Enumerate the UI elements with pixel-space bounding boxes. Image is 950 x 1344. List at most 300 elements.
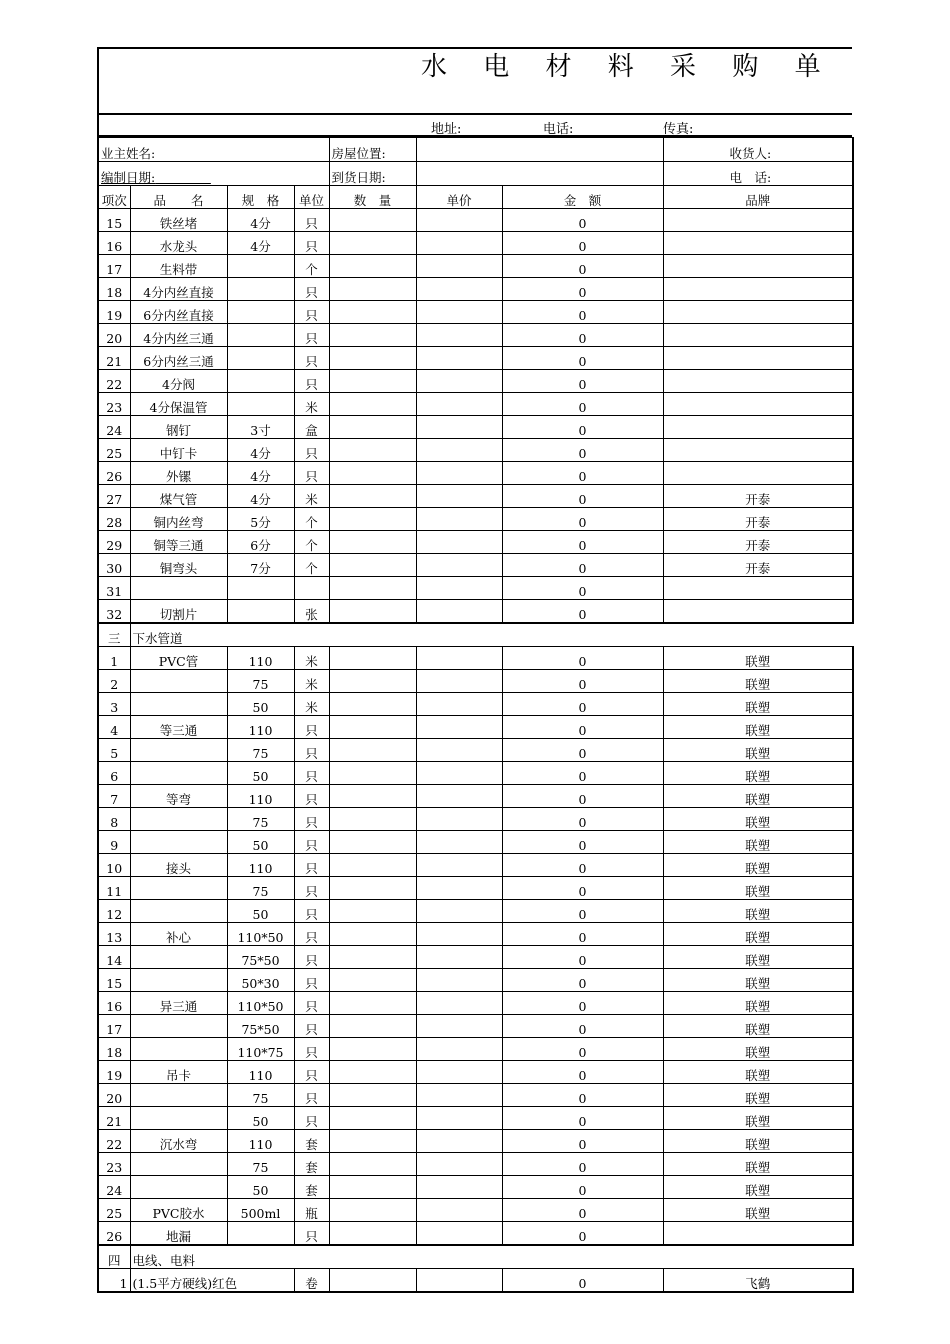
row-spec [227, 255, 294, 278]
row-no: 21 [98, 1107, 130, 1130]
row-price[interactable] [416, 508, 502, 531]
row-price[interactable] [416, 1038, 502, 1061]
row-qty[interactable] [329, 347, 416, 370]
row-name [130, 1107, 227, 1130]
row-name: (1.5平方硬线)红色 [130, 1269, 294, 1293]
row-brand: 联塑 [663, 693, 853, 716]
row-name [130, 1176, 227, 1199]
table-row [98, 1222, 853, 1246]
row-qty[interactable] [329, 531, 416, 554]
row-name: 6分内丝直接 [130, 301, 227, 324]
row-qty[interactable] [329, 600, 416, 624]
row-brand [663, 439, 853, 462]
row-spec: 4分 [227, 485, 294, 508]
row-price[interactable] [416, 577, 502, 600]
row-name: 煤气管 [130, 485, 227, 508]
row-unit: 套 [294, 1176, 329, 1199]
row-no: 20 [98, 1084, 130, 1107]
row-brand: 联塑 [663, 785, 853, 808]
row-no: 19 [98, 1061, 130, 1084]
row-qty[interactable] [329, 462, 416, 485]
row-no: 22 [98, 370, 130, 393]
row-unit: 只 [294, 209, 329, 232]
row-price[interactable] [416, 831, 502, 854]
row-brand [663, 278, 853, 301]
row-spec: 75 [227, 739, 294, 762]
row-brand [663, 393, 853, 416]
row-price[interactable] [416, 1199, 502, 1222]
row-no: 28 [98, 508, 130, 531]
info-row-2 [98, 162, 853, 186]
table-row [98, 739, 853, 762]
row-qty[interactable] [329, 232, 416, 255]
row-unit: 米 [294, 693, 329, 716]
row-qty[interactable] [329, 508, 416, 531]
row-no: 27 [98, 485, 130, 508]
address-label: 地址: [431, 122, 462, 137]
row-name [130, 577, 227, 600]
row-spec: 50 [227, 1107, 294, 1130]
row-unit: 只 [294, 739, 329, 762]
location-value[interactable] [416, 138, 663, 162]
row-spec [227, 301, 294, 324]
row-amount: 0 [502, 946, 663, 969]
row-name [130, 900, 227, 923]
row-price[interactable] [416, 554, 502, 577]
row-spec: 110 [227, 1130, 294, 1153]
row-no: 29 [98, 531, 130, 554]
row-unit: 只 [294, 370, 329, 393]
row-price[interactable] [416, 969, 502, 992]
row-qty[interactable] [329, 485, 416, 508]
row-brand: 联塑 [663, 1038, 853, 1061]
row-name: 生料带 [130, 255, 227, 278]
row-no: 5 [98, 739, 130, 762]
table-row [98, 278, 853, 301]
row-qty[interactable] [329, 900, 416, 923]
row-price[interactable] [416, 370, 502, 393]
row-name [130, 1038, 227, 1061]
row-amount: 0 [502, 1084, 663, 1107]
row-unit: 只 [294, 347, 329, 370]
row-brand: 联塑 [663, 923, 853, 946]
row-qty[interactable] [329, 831, 416, 854]
row-qty[interactable] [329, 255, 416, 278]
row-name: 铜弯头 [130, 554, 227, 577]
row-amount: 0 [502, 1015, 663, 1038]
row-qty[interactable] [329, 854, 416, 877]
table-row [98, 301, 853, 324]
row-no: 18 [98, 1038, 130, 1061]
table-row [98, 577, 853, 600]
row-unit: 个 [294, 255, 329, 278]
row-amount: 0 [502, 1222, 663, 1246]
row-name: 4分阀 [130, 370, 227, 393]
row-name [130, 693, 227, 716]
row-no: 4 [98, 716, 130, 739]
row-amount: 0 [502, 831, 663, 854]
row-qty[interactable] [329, 992, 416, 1015]
row-amount: 0 [502, 1038, 663, 1061]
row-unit: 只 [294, 762, 329, 785]
row-no: 16 [98, 992, 130, 1015]
row-price[interactable] [416, 393, 502, 416]
row-price[interactable] [416, 1084, 502, 1107]
header-qty: 数 量 [329, 186, 416, 209]
row-price[interactable] [416, 992, 502, 1015]
row-qty[interactable] [329, 969, 416, 992]
arrival-label: 到货日期: [329, 162, 416, 186]
row-amount: 0 [502, 531, 663, 554]
row-qty[interactable] [329, 1061, 416, 1084]
row-qty[interactable] [329, 1084, 416, 1107]
table-row [98, 1038, 853, 1061]
row-no: 10 [98, 854, 130, 877]
row-amount: 0 [502, 923, 663, 946]
row-unit: 个 [294, 508, 329, 531]
row-brand [663, 462, 853, 485]
table-row [98, 1061, 853, 1084]
row-qty[interactable] [329, 554, 416, 577]
row-spec: 3寸 [227, 416, 294, 439]
row-qty[interactable] [329, 1153, 416, 1176]
row-spec [227, 324, 294, 347]
row-brand [663, 416, 853, 439]
row-no: 1 [98, 647, 130, 670]
row-spec: 110 [227, 854, 294, 877]
contact-row [97, 115, 852, 137]
row-price[interactable] [416, 531, 502, 554]
row-name: 铜内丝弯 [130, 508, 227, 531]
row-price[interactable] [416, 324, 502, 347]
row-price[interactable] [416, 1061, 502, 1084]
row-unit: 只 [294, 1084, 329, 1107]
row-no: 26 [98, 462, 130, 485]
row-price[interactable] [416, 946, 502, 969]
row-amount: 0 [502, 1061, 663, 1084]
row-amount: 0 [502, 439, 663, 462]
row-price[interactable] [416, 716, 502, 739]
row-qty[interactable] [329, 670, 416, 693]
materials-table [97, 137, 854, 1293]
row-no: 24 [98, 416, 130, 439]
row-qty[interactable] [329, 1038, 416, 1061]
row-amount: 0 [502, 600, 663, 624]
row-no: 25 [98, 439, 130, 462]
row-brand [663, 347, 853, 370]
owner-name-label: 业主姓名: [98, 138, 329, 162]
row-unit: 只 [294, 1038, 329, 1061]
row-brand: 开泰 [663, 531, 853, 554]
row-qty[interactable] [329, 393, 416, 416]
row-unit: 张 [294, 600, 329, 624]
row-spec: 50 [227, 900, 294, 923]
table-row [98, 969, 853, 992]
row-name [130, 1015, 227, 1038]
row-price[interactable] [416, 647, 502, 670]
row-name: 6分内丝三通 [130, 347, 227, 370]
row-name [130, 1153, 227, 1176]
row-spec: 50 [227, 762, 294, 785]
row-name [130, 739, 227, 762]
row-spec [227, 278, 294, 301]
row-price[interactable] [416, 600, 502, 624]
row-unit: 只 [294, 877, 329, 900]
section-label: 电线、电料 [130, 1245, 853, 1269]
row-price[interactable] [416, 808, 502, 831]
date-label [98, 162, 329, 186]
row-qty[interactable] [329, 1269, 416, 1293]
row-price[interactable] [416, 900, 502, 923]
table-row [98, 554, 853, 577]
row-price[interactable] [416, 785, 502, 808]
row-qty[interactable] [329, 762, 416, 785]
row-qty[interactable] [329, 1222, 416, 1246]
row-brand: 联塑 [663, 1130, 853, 1153]
row-price[interactable] [416, 301, 502, 324]
row-price[interactable] [416, 854, 502, 877]
row-qty[interactable] [329, 739, 416, 762]
row-spec: 4分 [227, 439, 294, 462]
table-row [98, 1084, 853, 1107]
row-price[interactable] [416, 923, 502, 946]
row-no: 16 [98, 232, 130, 255]
row-price[interactable] [416, 739, 502, 762]
row-brand: 联塑 [663, 1061, 853, 1084]
row-name: 铜等三通 [130, 531, 227, 554]
row-qty[interactable] [329, 647, 416, 670]
table-row [98, 923, 853, 946]
table-row [98, 393, 853, 416]
row-name: 地漏 [130, 1222, 227, 1246]
table-row [98, 1130, 853, 1153]
row-no: 24 [98, 1176, 130, 1199]
row-price[interactable] [416, 1176, 502, 1199]
table-row [98, 1176, 853, 1199]
row-price[interactable] [416, 1130, 502, 1153]
table-row [98, 946, 853, 969]
row-qty[interactable] [329, 693, 416, 716]
row-price[interactable] [416, 670, 502, 693]
row-qty[interactable] [329, 209, 416, 232]
row-unit: 只 [294, 969, 329, 992]
row-no: 23 [98, 393, 130, 416]
row-qty[interactable] [329, 1015, 416, 1038]
row-brand: 联塑 [663, 1153, 853, 1176]
section-row [98, 1245, 853, 1269]
header-price: 单价 [416, 186, 502, 209]
row-qty[interactable] [329, 577, 416, 600]
row-qty[interactable] [329, 946, 416, 969]
row-unit: 套 [294, 1130, 329, 1153]
row-qty[interactable] [329, 785, 416, 808]
row-price[interactable] [416, 762, 502, 785]
row-amount: 0 [502, 739, 663, 762]
row-no: 32 [98, 600, 130, 624]
row-no: 23 [98, 1153, 130, 1176]
row-qty[interactable] [329, 324, 416, 347]
row-brand: 开泰 [663, 485, 853, 508]
row-price[interactable] [416, 1015, 502, 1038]
row-spec: 75 [227, 1084, 294, 1107]
row-price[interactable] [416, 209, 502, 232]
row-amount: 0 [502, 255, 663, 278]
arrival-value[interactable] [416, 162, 663, 186]
row-amount: 0 [502, 301, 663, 324]
row-name [130, 969, 227, 992]
row-no: 6 [98, 762, 130, 785]
row-qty[interactable] [329, 1107, 416, 1130]
table-row [98, 670, 853, 693]
row-unit: 只 [294, 301, 329, 324]
row-amount: 0 [502, 969, 663, 992]
table-row [98, 485, 853, 508]
row-amount: 0 [502, 1107, 663, 1130]
phone-label: 电话: [543, 122, 574, 137]
row-name: 4分内丝直接 [130, 278, 227, 301]
row-amount: 0 [502, 1199, 663, 1222]
row-spec: 4分 [227, 232, 294, 255]
row-amount: 0 [502, 508, 663, 531]
row-spec: 75 [227, 1153, 294, 1176]
row-unit: 瓶 [294, 1199, 329, 1222]
row-brand: 联塑 [663, 1199, 853, 1222]
row-unit: 卷 [294, 1269, 329, 1293]
row-no: 22 [98, 1130, 130, 1153]
row-spec: 75*50 [227, 1015, 294, 1038]
row-qty[interactable] [329, 716, 416, 739]
header-brand: 品牌 [663, 186, 853, 209]
row-qty[interactable] [329, 1199, 416, 1222]
row-spec [227, 577, 294, 600]
title-box [97, 47, 852, 115]
row-qty[interactable] [329, 416, 416, 439]
row-price[interactable] [416, 485, 502, 508]
row-price[interactable] [416, 232, 502, 255]
row-amount: 0 [502, 785, 663, 808]
row-price[interactable] [416, 1222, 502, 1246]
row-qty[interactable] [329, 1176, 416, 1199]
row-unit [294, 577, 329, 600]
table-row [98, 324, 853, 347]
row-amount: 0 [502, 554, 663, 577]
row-qty[interactable] [329, 923, 416, 946]
row-name: 4分保温管 [130, 393, 227, 416]
row-spec: 6分 [227, 531, 294, 554]
row-qty[interactable] [329, 439, 416, 462]
row-no: 9 [98, 831, 130, 854]
table-row [98, 1199, 853, 1222]
row-unit: 米 [294, 647, 329, 670]
row-qty[interactable] [329, 301, 416, 324]
row-brand [663, 209, 853, 232]
row-price[interactable] [416, 278, 502, 301]
row-unit: 米 [294, 670, 329, 693]
row-amount: 0 [502, 232, 663, 255]
row-name: 铁丝堵 [130, 209, 227, 232]
row-price[interactable] [416, 1107, 502, 1130]
row-no: 12 [98, 900, 130, 923]
row-amount: 0 [502, 900, 663, 923]
row-name [130, 946, 227, 969]
row-no: 14 [98, 946, 130, 969]
row-unit: 只 [294, 808, 329, 831]
row-name: 中钉卡 [130, 439, 227, 462]
row-price[interactable] [416, 255, 502, 278]
row-brand: 联塑 [663, 670, 853, 693]
row-amount: 0 [502, 808, 663, 831]
row-amount: 0 [502, 416, 663, 439]
row-price[interactable] [416, 1153, 502, 1176]
table-row [98, 209, 853, 232]
row-brand: 联塑 [663, 831, 853, 854]
table-row [98, 693, 853, 716]
row-unit: 只 [294, 324, 329, 347]
row-amount: 0 [502, 324, 663, 347]
row-spec: 75 [227, 808, 294, 831]
row-unit: 只 [294, 785, 329, 808]
row-name: 外镙 [130, 462, 227, 485]
row-spec: 50 [227, 693, 294, 716]
row-no: 3 [98, 693, 130, 716]
row-brand: 联塑 [663, 877, 853, 900]
row-no: 20 [98, 324, 130, 347]
row-price[interactable] [416, 693, 502, 716]
row-qty[interactable] [329, 370, 416, 393]
row-qty[interactable] [329, 877, 416, 900]
row-qty[interactable] [329, 808, 416, 831]
row-brand: 联塑 [663, 739, 853, 762]
row-price[interactable] [416, 416, 502, 439]
receiver-label: 收货人: [663, 138, 853, 162]
row-no: 17 [98, 1015, 130, 1038]
row-brand: 联塑 [663, 900, 853, 923]
row-price[interactable] [416, 1269, 502, 1293]
table-row [98, 992, 853, 1015]
row-unit: 只 [294, 232, 329, 255]
row-unit: 只 [294, 278, 329, 301]
table-row [98, 1015, 853, 1038]
row-amount: 0 [502, 877, 663, 900]
row-brand: 联塑 [663, 1015, 853, 1038]
row-brand: 联塑 [663, 946, 853, 969]
table-row [98, 716, 853, 739]
row-price[interactable] [416, 439, 502, 462]
table-row [98, 416, 853, 439]
row-price[interactable] [416, 347, 502, 370]
row-qty[interactable] [329, 278, 416, 301]
row-unit: 套 [294, 1153, 329, 1176]
purchase-sheet [97, 47, 852, 1293]
row-name: 沉水弯 [130, 1130, 227, 1153]
row-brand: 联塑 [663, 992, 853, 1015]
row-price[interactable] [416, 462, 502, 485]
table-row [98, 347, 853, 370]
row-name: 等弯 [130, 785, 227, 808]
row-spec [227, 1222, 294, 1246]
row-qty[interactable] [329, 1130, 416, 1153]
date-text: 编制日期: [101, 170, 156, 185]
table-row [98, 831, 853, 854]
row-spec: 50*30 [227, 969, 294, 992]
row-brand [663, 1222, 853, 1246]
section-no: 三 [98, 623, 130, 647]
info-row-1 [98, 138, 853, 162]
row-spec: 75*50 [227, 946, 294, 969]
row-unit: 只 [294, 716, 329, 739]
row-no: 2 [98, 670, 130, 693]
row-price[interactable] [416, 877, 502, 900]
